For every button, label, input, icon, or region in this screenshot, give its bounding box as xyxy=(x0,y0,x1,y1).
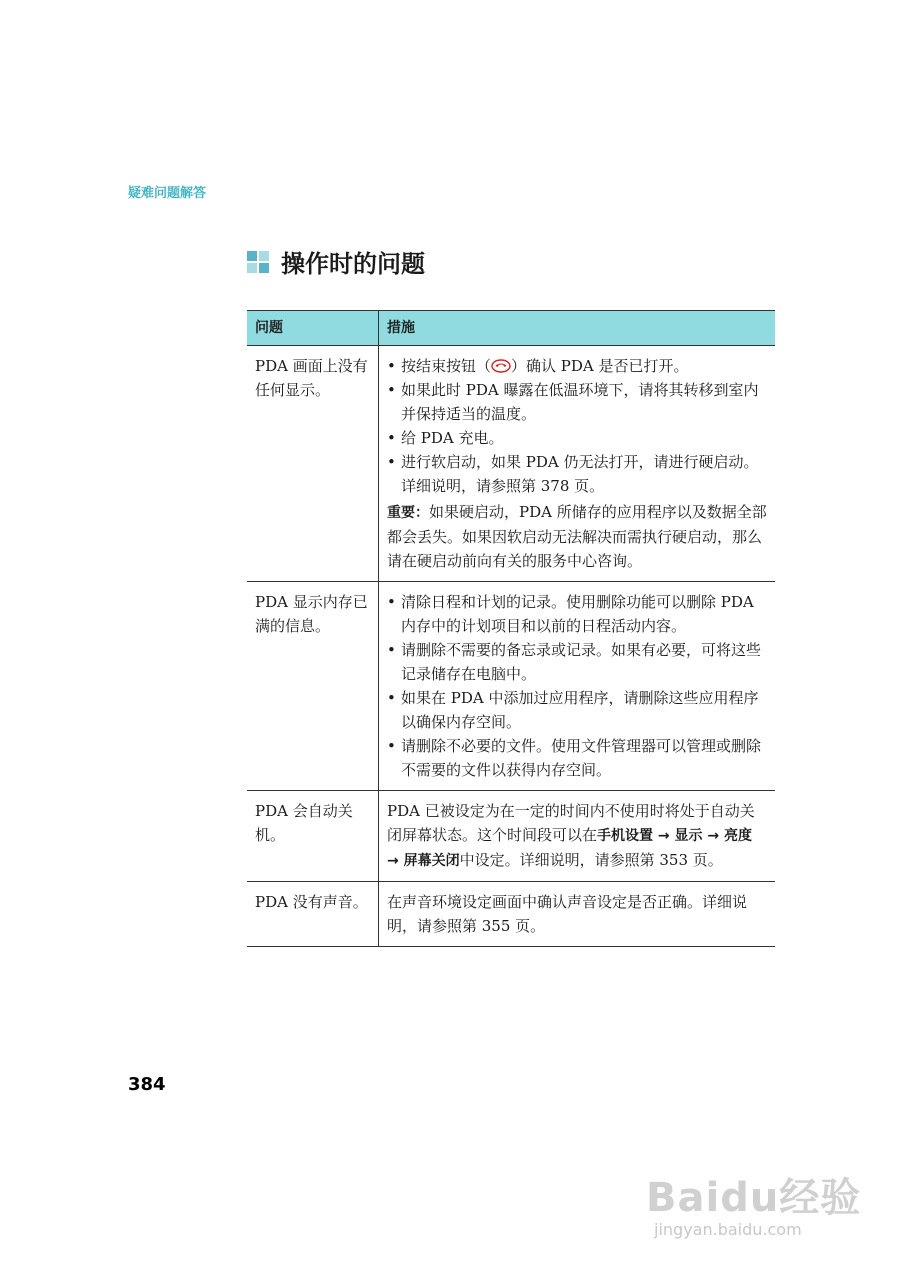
list-item: • 如果在 PDA 中添加过应用程序，请删除这些应用程序以确保内存空间。 xyxy=(387,686,767,734)
list-item: • 给 PDA 充电。 xyxy=(387,426,767,450)
list-item: • 如果此时 PDA 曝露在低温环境下，请将其转移到室内并保持适当的温度。 xyxy=(387,378,767,426)
solution-cell xyxy=(379,346,776,582)
solution-cell: PDA 已被设定为在一定的时间内不使用时将处于自动关闭屏幕状态。这个时间段可以在手机设置 → 显示 → 亮度 → 屏幕关闭中设定。详细说明，请参照第 353 页。 xyxy=(379,791,776,882)
watermark-logo: Baidu经验 xyxy=(646,1175,862,1221)
solution-cell: 在声音环境设定画面中确认声音设定是否正确。详细说明，请参照第 355 页。 xyxy=(379,882,776,947)
column-header-solution: 措施 xyxy=(379,311,776,346)
watermark-url: jingyan.baidu.com xyxy=(654,1220,802,1239)
settings-path: 手机设置 → 显示 → 亮度 → 屏幕关闭 xyxy=(387,828,752,869)
solution-list xyxy=(387,354,767,498)
title-squares-icon xyxy=(247,251,269,273)
problem-cell: PDA 没有声音。 xyxy=(247,882,379,947)
problem-cell: PDA 画面上没有任何显示。 xyxy=(247,346,379,582)
table-row xyxy=(247,791,775,882)
section-header: 疑难问题解答 xyxy=(128,186,207,201)
list-item: • 请删除不需要的备忘录或记录。如果有必要，可将这些记录储存在电脑中。 xyxy=(387,638,767,686)
end-call-icon xyxy=(491,359,511,373)
list-item: • 进行软启动，如果 PDA 仍无法打开，请进行硬启动。详细说明，请参照第 378 页。 xyxy=(387,450,767,498)
important-note xyxy=(387,500,767,573)
solution-list xyxy=(387,590,767,782)
table-row xyxy=(247,582,775,791)
problem-cell: PDA 会自动关机。 xyxy=(247,791,379,882)
list-item: • 清除日程和计划的记录。使用删除功能可以删除 PDA 内存中的计划项目和以前的日程活动内容。 xyxy=(387,590,767,638)
note-label: 重要： xyxy=(387,505,429,521)
table-row xyxy=(247,882,775,947)
list-item: • 按结束按钮（ ）确认 PDA 是否已打开。 xyxy=(387,354,767,378)
list-item: • 请删除不必要的文件。使用文件管理器可以管理或删除不需要的文件以获得内存空间。 xyxy=(387,734,767,782)
solution-cell xyxy=(379,582,776,791)
column-header-problem: 问题 xyxy=(247,311,379,346)
table-header-row xyxy=(247,311,775,346)
page-number: 384 xyxy=(128,1074,166,1095)
table-row xyxy=(247,346,775,582)
troubleshooting-table xyxy=(247,310,775,947)
problem-cell: PDA 显示内存已满的信息。 xyxy=(247,582,379,791)
note-text: 如果硬启动，PDA 所储存的应用程序以及数据全部都会丢失。如果因软启动无法解决而需执行硬启动，那么请在硬启动前向有关的服务中心咨询。 xyxy=(387,503,767,570)
watermark xyxy=(646,1146,866,1246)
page-title: 操作时的问题 xyxy=(281,250,425,278)
title-block xyxy=(247,244,425,279)
